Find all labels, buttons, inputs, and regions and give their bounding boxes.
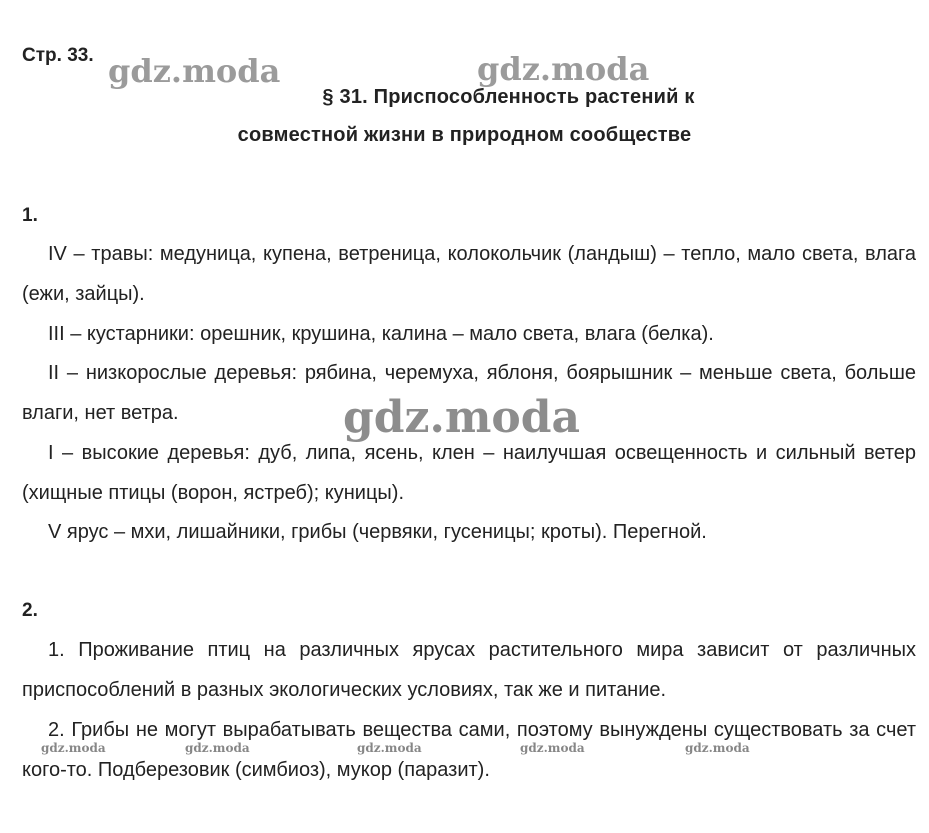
section-1-paragraph-3: II – низкорослые деревья: рябина, черемуха, яблоня, боярышник – меньше света, больше влаги, нет ветра. <box>22 362 916 424</box>
section-number-1: 1. <box>22 205 38 226</box>
section-1-paragraph-1: IV – травы: медуница, купена, ветреница, колокольчик (ландыш) – тепло, мало света, влага (ежи, зайцы). <box>22 243 916 305</box>
watermark-small: gdz.moda <box>41 741 106 755</box>
page-label: Стр. 33. <box>22 45 94 66</box>
document-title-line-2: совместной жизни в природном сообществе <box>237 124 692 146</box>
section-2-paragraph-2: 2. Грибы не могут вырабатывать вещества сами, поэтому вынуждены существовать за счет кого-то. Подберезовик (симбиоз), мукор (паразит). <box>22 719 916 781</box>
section-2-paragraph-1: 1. Проживание птиц на различных ярусах растительного мира зависит от различных приспособлений в разных экологических условиях, так же и питание. <box>22 639 916 701</box>
watermark-small: gdz.moda <box>520 741 585 755</box>
section-1-paragraph-4: I – высокие деревья: дуб, липа, ясень, клен – наилучшая освещенность и сильный ветер (хищные птицы (ворон, ястреб); куницы). <box>22 442 916 504</box>
section-1-paragraph-2: III – кустарники: орешник, крушина, калина – мало света, влага (белка). <box>48 323 714 345</box>
watermark-logo-center: gdz.moda <box>343 392 581 443</box>
watermark-small: gdz.moda <box>685 741 750 755</box>
document-title-line-1: § 31. Приспособленность растений к <box>322 86 695 108</box>
section-number-2: 2. <box>22 600 38 621</box>
watermark-logo: gdz.moda <box>108 52 281 90</box>
watermark-small: gdz.moda <box>185 741 250 755</box>
watermark-small: gdz.moda <box>357 741 422 755</box>
watermark-logo: gdz.moda <box>477 50 650 88</box>
section-1-paragraph-5: V ярус – мхи, лишайники, грибы (червяки, гусеницы; кроты). Перегной. <box>48 521 707 543</box>
